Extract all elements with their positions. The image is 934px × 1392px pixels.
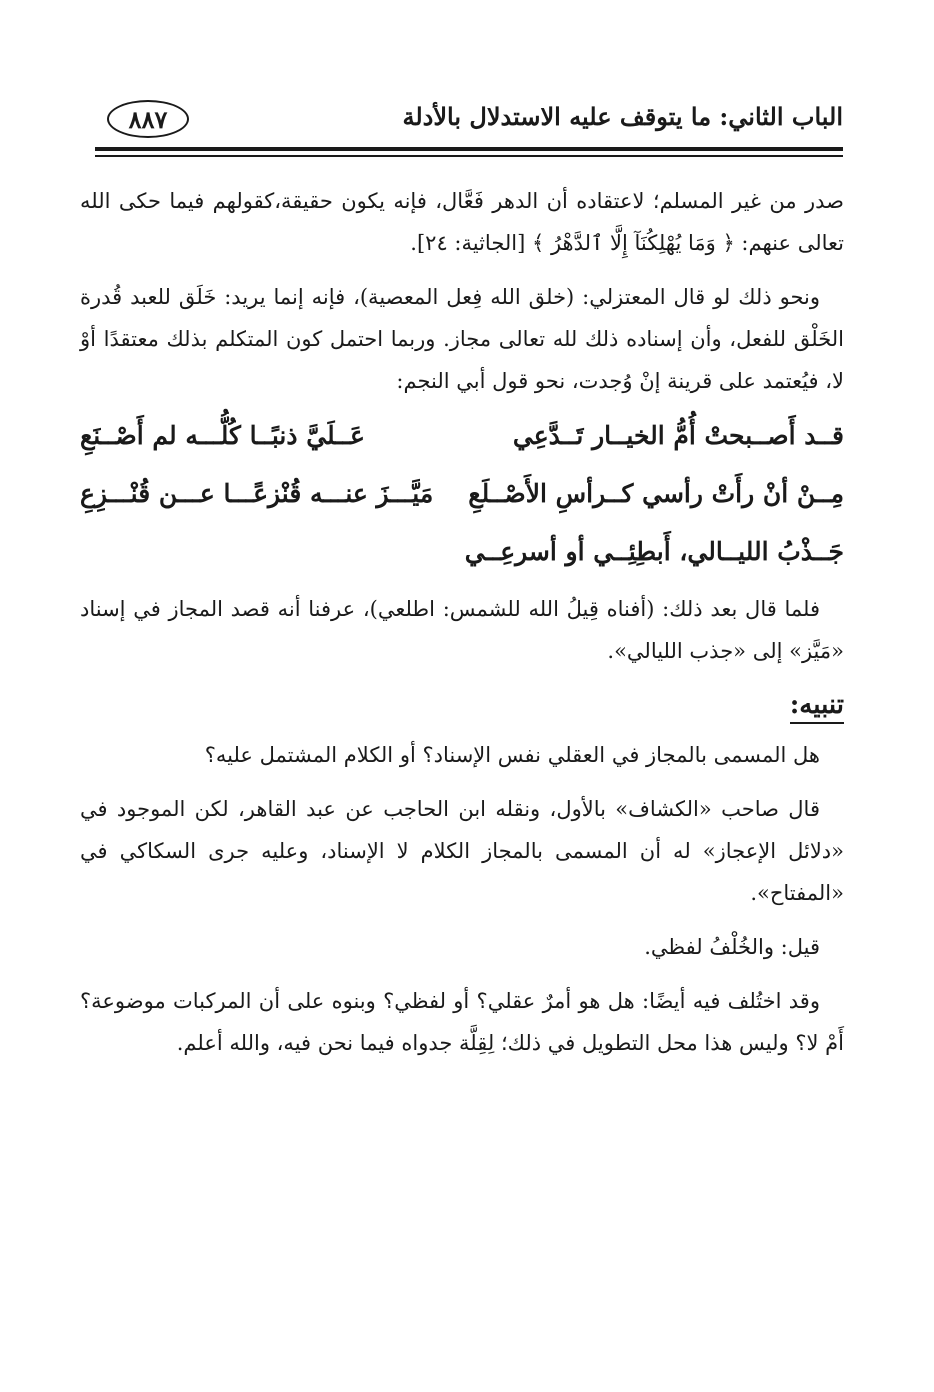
paragraph-1: صدر من غير المسلم؛ لاعتقاده أن الدهر فَعَّال، فإنه يكون حقيقة،كقولهم فيما حكى الله تعالى عنهم: ﴿ وَمَا يُهْلِكُنَآ إِلَّا ٱلدَّهْرُ ﴾ [الجاثية: ٢٤]. (80, 189, 844, 255)
running-title: الباب الثاني: ما يتوقف عليه الاستدلال بالأدلة (402, 102, 843, 131)
paragraph-7: وقد اختُلف فيه أيضًا: هل هو أمرٌ عقلي؟ أو لفظي؟ وبنوه على أن المركبات موضوعة؟ أَمْ لا؟ وليس هذا محل التطويل في ذلك؛ لِقِلَّة جدواه فيما نحن فيه، والله أعلم. (80, 989, 844, 1055)
page-number: ٨٨٧ (107, 100, 189, 138)
hemistich-2-left: مَيَّـــزَ عنـــه قُنْزعًـــا عـــن قُنْـــزِعِ (80, 478, 434, 508)
page-header (95, 100, 843, 144)
header-rule-thick (95, 147, 843, 151)
poem-verse-3 (80, 522, 844, 580)
hemistich-2-right: مِــنْ أنْ رأَتْ رأسي كــرأسِ الأَصْــلَعِ (468, 478, 844, 508)
hemistich-1-left: عَــلَيَّ ذنبًــا كُلُّـــه لم أَصْــنَعِ (80, 420, 365, 450)
paragraph-2: ونحو ذلك لو قال المعتزلي: (خلق الله فِعل المعصية)، فإنه إنما يريد: خَلَق للعبد قُدرة الخَلْق للفعل، وأن إسناده ذلك لله تعالى مجاز. وربما احتمل كون المتكلم بذلك معتقدًا أوْ لا، فيُعتمد على قرينة إنْ وُجدت، نحو قول أبي النجم: (80, 285, 844, 393)
page-body (80, 180, 844, 1064)
hemistich-1-right: قــد أَصــبحتْ أُمُّ الخيــار تَــدَّعِي (512, 420, 844, 450)
paragraph-4: هل المسمى بالمجاز في العقلي نفس الإسناد؟ أو الكلام المشتمل عليه؟ (204, 743, 820, 767)
hemistich-3-right: جَــذْبُ الليــالي، أَبطِئِــي أو أسرعِــي (464, 536, 844, 566)
poem-verse-2 (80, 464, 844, 522)
poem-verse-1 (80, 406, 844, 464)
note-heading: تنبيه: (790, 690, 844, 724)
poem-block (80, 406, 844, 580)
header-rule-thin (95, 155, 843, 157)
paragraph-3: فلما قال بعد ذلك: (أفناه قِيلُ الله للشمس: اطلعي)، عرفنا أنه قصد المجاز في إسناد «مَيَّز» إلى «جذب الليالي». (80, 597, 844, 663)
paragraph-5: قال صاحب «الكشاف» بالأول، ونقله ابن الحاجب عن عبد القاهر، لكن الموجود في «دلائل الإعجاز» له أن المسمى بالمجاز الكلام لا الإسناد، وعليه جرى السكاكي في «المفتاح». (80, 797, 844, 905)
paragraph-6: قيل: والخُلْفُ لفظي. (644, 935, 820, 959)
